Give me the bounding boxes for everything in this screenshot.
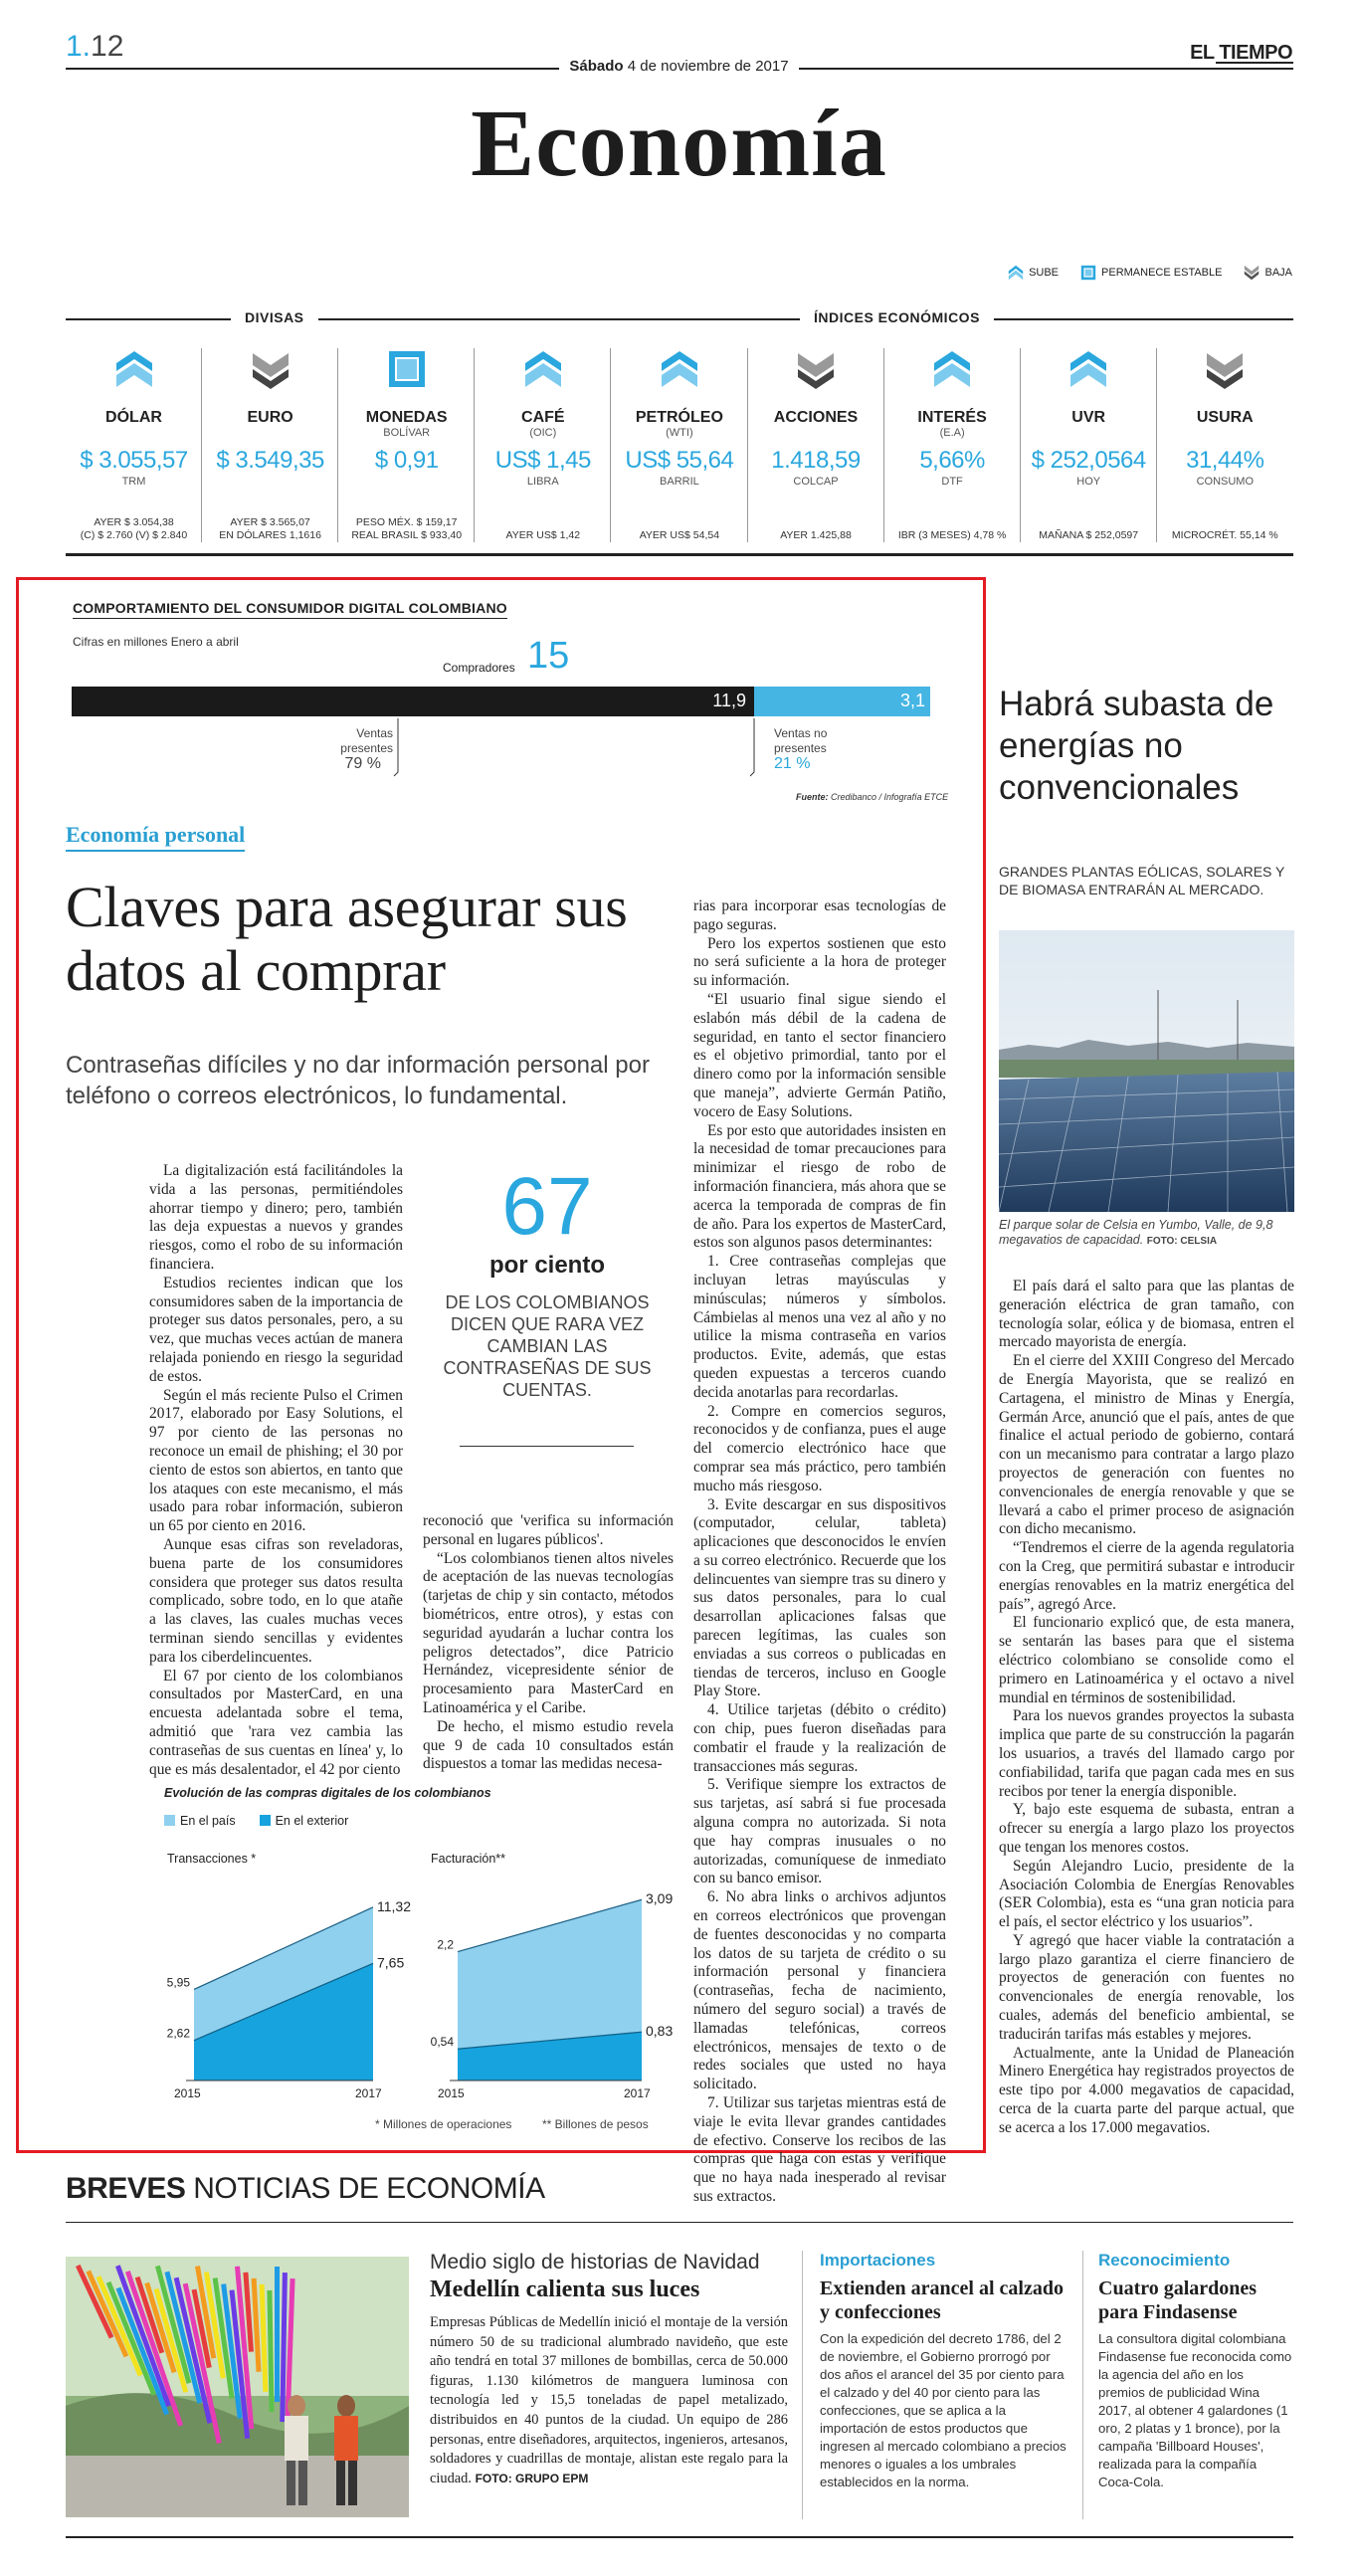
online-sales-value: 3,1 xyxy=(899,691,925,710)
indicator-7 xyxy=(1021,338,1157,542)
solar-park-photo xyxy=(999,930,1294,1212)
indicator-unit: HOY xyxy=(1076,476,1101,488)
indicator-separator xyxy=(1156,348,1157,542)
indicator-value: $ 0,91 xyxy=(374,447,439,474)
indicator-extra: IBR (3 MESES) 4,78 % xyxy=(897,529,1007,541)
data-label: 7,65 xyxy=(377,1954,405,1971)
chart-note-1: * Millones de operaciones xyxy=(375,2117,512,2131)
paragraph: reconoció que 'verifica su información personal en lugares públicos'. xyxy=(423,1512,674,1548)
chart-source: Fuente: Credibanco / Infografía ETCE xyxy=(796,792,949,802)
side-body xyxy=(999,1278,1294,2138)
brief-3 xyxy=(1098,2251,1293,2491)
indicator-extra: MICROCRÉT. 55,14 % xyxy=(1171,529,1278,541)
indicator-sub xyxy=(66,427,202,441)
issue-date: Sábado 4 de noviembre de 2017 xyxy=(0,58,1358,75)
paragraph: rias para incorporar esas tecnologías de pago seguras. xyxy=(693,897,946,933)
legend-stable: PERMANECE ESTABLE xyxy=(1080,265,1222,281)
paragraph: El funcionario explicó que, de esta manera, se sentarán las bases para que el sistema eléctrico colombiano se consolide como el primero en Latinoamérica y el octavo a nivel mundial en términos de sostenibilidad. xyxy=(999,1614,1294,1706)
indicator-separator xyxy=(610,348,611,542)
paragraph: Y agregó que hacer viable la contratación a largo plazo garantiza el cierre financiero de proyectos de generación con fuentes no convencionales de energía renovable, los cuales, además del beneficio ambiental, se traducirán tarifas más estables y mejores. xyxy=(999,1931,1294,2043)
present-sales-value: 11,9 xyxy=(712,691,746,710)
brief-3-kicker: Reconocimiento xyxy=(1098,2251,1231,2270)
x-tick-label: 2015 xyxy=(438,2086,465,2100)
x-tick-label: 2015 xyxy=(174,2086,201,2100)
brief-2-body: Con la expedición del decreto 1786, del 2 de noviembre, el Gobierno prorrogó por dos años el arancel del 35 por ciento para el calzado y del 40 por ciento para las confecciones, que se aplica a la importación de estos productos que ingresen al mercado colombiano a precios menores o iguales a los umbrales establecidos en la norma. xyxy=(820,2331,1067,2489)
indicator-value: US$ 1,45 xyxy=(494,447,591,474)
paragraph: De hecho, el mismo estudio revela que 9 de cada 10 consultados están dispuestos a tomar las medidas necesa- xyxy=(423,1717,674,1773)
trend-stable-icon xyxy=(387,348,427,390)
indicator-separator xyxy=(474,348,475,542)
brand-logo: EL TIEMPO xyxy=(1190,42,1292,64)
evolution-chart xyxy=(149,1847,686,2115)
brief-separator xyxy=(1082,2251,1083,2519)
indicator-value: 1.418,59 xyxy=(771,447,861,474)
article-kicker: Economía personal xyxy=(66,822,245,852)
brief-3-body: La consultora digital colombiana Findasense fue reconocida como la agencia del año en los premios de publicidad Wina 2017, al obtener 4 galardones (1 oro, 2 platas y 1 bronce), por la campaña 'Billboard Houses', realizada para la compañía Coca-Cola. xyxy=(1098,2331,1292,2489)
paragraph: “Los colombianos tienen altos niveles de aceptación de las nuevas tecnologías (tarjetas de chip y sin contacto, métodos biométricos, entre otros), y estas con seguridad ayudarán a luchar contra los peligros detectados”, dice Patricio Hernández, vicepresidente sénior de procesamiento para MasterCard en Latinoamérica y el Caribe. xyxy=(423,1549,674,1716)
ribbon xyxy=(275,2267,280,2402)
indicator-1 xyxy=(202,338,338,542)
article-column-2 xyxy=(423,1512,674,1774)
brief-1-body: Empresas Públicas de Medellín inició el montaje de la versión número 50 de su tradicional alumbrado navideño, que este año tendrá en total 37 millones de bombillas, cerca de 50.000 figuras, 1.130 kilómetros de manguera luminosa con tecnología led y 15,5 toneladas de papel metalizado, distribuidos en 40 puntos de la ciudad. Un equipo de 286 personas, entre diseñadores, arquitectos, ingenieros, artesanos, soldadores y cuadrillas de montaje, alistan este regalo para la ciudad. FOTO: GRUPO EPM xyxy=(430,2314,788,2486)
square-stable-icon xyxy=(1080,265,1096,281)
evolution-chart-legend xyxy=(164,1814,348,1828)
legend-exterior: En el exterior xyxy=(260,1814,349,1828)
indicator-unit: DTF xyxy=(941,476,963,488)
indicator-extra: AYER 1.425,88 xyxy=(780,529,852,541)
indicator-value: 31,44% xyxy=(1186,447,1264,474)
paragraph: Y, bajo este esquema de subasta, entran a ofrecer su energía a largo plazo los proyectos que tengan los menores costos. xyxy=(999,1801,1294,1856)
online-sales-percent: 21 % xyxy=(774,755,811,772)
indicator-separator xyxy=(747,348,748,542)
divisas-label: DIVISAS xyxy=(231,309,318,325)
indicator-name: MONEDAS xyxy=(365,409,448,426)
present-sales-bar xyxy=(72,687,754,716)
pull-quote-text: DE LOS COLOMBIANOS DICEN QUE RARA VEZ CAMBIAN LAS CONTRASEÑAS DE SUS CUENTAS. xyxy=(443,1292,652,1400)
evolution-chart-title: Evolución de las compras digitales de los colombianos xyxy=(164,1786,491,1800)
indicator-sub: (WTI) xyxy=(666,427,693,439)
indicator-value: $ 3.055,57 xyxy=(80,447,188,474)
pull-quote-rule xyxy=(460,1446,634,1447)
paragraph: 1. Cree contraseñas complejas que incluyan letras mayúsculas y minúsculas; números y símbolos. Cámbielas al menos una vez al año y no utilice la misma contraseña en varios productos. Evite, además, que estas queden expuestas a terceros cuando decida anotarlas para recordarlas. xyxy=(693,1253,946,1401)
data-label: 2,62 xyxy=(166,2026,190,2041)
present-sales-percent: 79 % xyxy=(344,755,381,772)
indicator-name: PETRÓLEO xyxy=(635,409,723,426)
indicator-sub xyxy=(202,427,338,441)
indicator-name: ACCIONES xyxy=(773,409,859,426)
trend-up-icon xyxy=(523,348,563,390)
paragraph: En el cierre del XXIII Congreso del Mercado de Energía Mayorista, que se realizó en Cartagena, el ministro de Minas y Energía, Germán Arce, anunció que el país, antes de que finalice el actual periodo de gobierno, contará con un mecanismo para contratar a largo plazo proyectos de generación con fuentes no convencionales de energía renovable y que se llevará a cabo el primer proceso de asignación con dicho mecanismo. xyxy=(999,1352,1294,1538)
indicator-unit: COLCAP xyxy=(793,476,839,488)
indicator-name: EURO xyxy=(247,409,293,426)
indicator-unit: BARRIL xyxy=(660,476,699,488)
indicator-extra: MAÑANA $ 252,0597 xyxy=(1039,529,1139,541)
trend-down-icon xyxy=(796,348,836,390)
paragraph: El país dará el salto para que las plantas de generación eléctrica de gran tamaño, con tecnología solar, eólica y de biomasa, entren el mercado mayorista de energía. xyxy=(999,1278,1294,1351)
trend-down-icon xyxy=(1205,348,1245,390)
trend-down-icon xyxy=(251,348,291,390)
bottom-rule xyxy=(66,2536,1293,2538)
indicator-sub: (OIC) xyxy=(529,427,557,439)
indicator-0 xyxy=(66,338,202,542)
paragraph: 7. Utilizar sus tarjetas mientras está de viaje le evita llevar grandes cantidades de efectivo. Conserve los recibos de las compras que haga con estas y verifique que no haya nada inesperado al revisar sus extractos. xyxy=(693,2094,946,2205)
page-number: 1.12 xyxy=(66,30,124,63)
paragraph: 4. Utilice tarjetas (débito o crédito) con chip, pues fueron diseñadas para combatir el fraude y la realización de transacciones más seguras. xyxy=(693,1701,946,1775)
indicator-sub xyxy=(748,427,884,441)
indicator-sub: (E.A) xyxy=(939,427,965,439)
indicator-name: DÓLAR xyxy=(105,409,162,426)
trend-legend xyxy=(1008,265,1292,281)
indicator-name: UVR xyxy=(1071,409,1106,426)
christmas-lights-photo xyxy=(66,2257,409,2517)
brief-3-headline: Cuatro galardones para Findasense xyxy=(1098,2278,1258,2323)
present-sales-label: Ventas presentes 79 % xyxy=(298,726,393,771)
paragraph: Aunque esas cifras son reveladoras, buena parte de los consumidores considera que proteger sus datos resulta complicado, sobre todo, en lo que atañe a las claves, las cuales muchas veces terminan siendo sencillas y evidentes para los ciberdelincuentes. xyxy=(149,1535,403,1666)
indicators-bottom-rule xyxy=(66,553,1293,556)
paragraph: Pero los expertos sostienen que esto no será suficiente a la hora de proteger su información. xyxy=(693,934,946,990)
trend-up-icon xyxy=(660,348,699,390)
pull-quote-unit: por ciento xyxy=(488,1252,605,1279)
legend-up: SUBE xyxy=(1008,265,1059,281)
panel-label: Facturación** xyxy=(431,1852,506,1866)
pull-quote-number: 67 xyxy=(501,1161,593,1252)
data-label: 2,2 xyxy=(437,1937,454,1952)
buyers-label: Compradores xyxy=(443,661,515,675)
side-headline: Habrá subasta de energías no convencionales xyxy=(999,685,1274,807)
arrow-down-icon xyxy=(1244,265,1260,281)
breves-title: BREVES NOTICIAS DE ECONOMÍA xyxy=(66,2172,545,2205)
paragraph: “Tendremos el cierre de la agenda regulatoria con la Creg, que permitirá subastar e introducir energías renovables en la matriz energética del país”, agregó Arce. xyxy=(999,1539,1294,1613)
side-deck: GRANDES PLANTAS EÓLICAS, SOLARES Y DE BIOMASA ENTRARÁN AL MERCADO. xyxy=(999,864,1285,897)
paragraph: Según el más reciente Pulso el Crimen 2017, elaborado por Easy Solutions, el 97 por ciento de las personas no reconoce un email de phishing; el 30 por ciento de estos son abiertos, en tanto que los ataques con este mecanismo, el más usado para robar información, subieron un 65 por ciento en 2016. xyxy=(149,1386,403,1535)
indicator-separator xyxy=(337,348,338,542)
paragraph: Según Alejandro Lucio, presidente de la Asociación Colombia de Energías Renovables (SER Colombia), esta es “una gran noticia para el país, el sector eléctrico y los usuarios”. xyxy=(999,1857,1294,1931)
indicator-extra: PESO MÉX. $ 159,17 REAL BRASIL $ 933,40 xyxy=(351,516,463,541)
indicator-extra: AYER $ 3.054,38 (C) $ 2.760 (V) $ 2.840 xyxy=(80,516,188,541)
indicator-8 xyxy=(1157,338,1293,542)
indicator-4 xyxy=(611,338,747,542)
paragraph: La digitalización está facilitándoles la vida a las personas, permitiéndoles ahorrar tiempo y dinero; pero, también las deja expuestas a nuevos y grandes riesgos, como el robo de su información financiera. xyxy=(149,1162,403,1273)
brief-separator xyxy=(802,2251,803,2519)
brief-1-headline: Medellín calienta sus luces xyxy=(430,2277,700,2302)
x-tick-label: 2017 xyxy=(355,2086,382,2100)
consumer-chart-subtitle: Cifras en millones Enero a abril xyxy=(73,635,239,649)
x-tick-label: 2017 xyxy=(624,2086,651,2100)
paragraph: El 67 por ciento de los colombianos consultados por MasterCard, en una encuesta adelantada sobre el tema, admitió que 'rara vez cambia las contraseñas de sus cuentas en línea' y, lo que es más desalentador, el 42 por ciento xyxy=(149,1667,403,1778)
indicator-extra: AYER US$ 54,54 xyxy=(639,529,720,541)
indicator-sub xyxy=(1021,427,1157,441)
indicator-extra: AYER $ 3.565,07 EN DÓLARES 1,1616 xyxy=(219,516,321,541)
indicator-separator xyxy=(1020,348,1021,542)
article-deck: Contraseñas difíciles y no dar información personal por teléfono o correos electrónicos, lo fundamental. xyxy=(66,1052,650,1109)
paragraph: 6. No abra links o archivos adjuntos en correos electrónicos que provengan de fuentes desconocidas y no comparta los datos de su tarjeta de crédito o su información personal y financiera (contraseñas, fecha de nacimiento, número del seguro social) a través de llamadas telefónicas, correos electrónicos, mensajes de texto o de redes sociales que usted no haya solicitado. xyxy=(693,1888,946,2093)
data-label: 11,32 xyxy=(377,1897,411,1914)
indicator-5 xyxy=(748,338,884,542)
indicator-value: 5,66% xyxy=(919,447,985,474)
trend-up-icon xyxy=(1068,348,1108,390)
panel-label: Transacciones * xyxy=(167,1852,257,1866)
indicator-value: US$ 55,64 xyxy=(625,447,734,474)
paragraph: Es por esto que autoridades insisten en la necesidad de tomar precauciones para minimizar el riesgo de robo de información financiera, más ahora que se acerca la temporada de compras de fin de año. Para los expertos de MasterCard, estos son algunos pasos determinantes: xyxy=(693,1121,946,1252)
indicator-2 xyxy=(338,338,475,542)
brief-1-kicker: Medio siglo de historias de Navidad xyxy=(430,2251,760,2274)
legend-pais: En el país xyxy=(164,1814,236,1828)
data-label: 5,95 xyxy=(166,1975,190,1990)
breves-rule xyxy=(66,2222,1293,2223)
indicator-unit: CONSUMO xyxy=(1196,476,1255,488)
trend-up-icon xyxy=(114,348,154,390)
indicator-separator xyxy=(883,348,884,542)
paragraph: Actualmente, ante la Unidad de Planeación Minero Energética hay registrados proyectos de este tipo por 4.000 megavatios de capacidad, cerca de la cuarta parte del parque actual, que se acerca a los 17.000 megavatios. xyxy=(999,2044,1294,2136)
trend-up-icon xyxy=(932,348,972,390)
data-label: 0,83 xyxy=(646,2023,674,2040)
paragraph: Estudios recientes indican que los consumidores saben de la importancia de proteger sus datos personales, pero, a su vez, que muchas veces actúan de manera relajada poniendo en riesgo la seguridad de estos. xyxy=(149,1274,403,1385)
indicator-extra: AYER US$ 1,42 xyxy=(505,529,581,541)
arrow-up-icon xyxy=(1008,265,1024,281)
section-title: Economía xyxy=(471,90,887,196)
indicator-name: CAFÉ xyxy=(521,409,565,426)
consumer-chart-title: COMPORTAMIENTO DEL CONSUMIDOR DIGITAL COLOMBIANO xyxy=(73,600,507,619)
indicator-unit: LIBRA xyxy=(526,476,559,488)
legend-down: BAJA xyxy=(1244,265,1292,281)
indicator-name: INTERÉS xyxy=(917,409,987,426)
indicator-value: $ 3.549,35 xyxy=(216,447,324,474)
paragraph: 5. Verifique siempre los extractos de sus tarjetas, así sabrá si fue procesada alguna compra no autorizada. Si nota que hay compras inusuales o no autorizadas, comuníquese de inmediato con su banco emisor. xyxy=(693,1776,946,1887)
paragraph: “El usuario final sigue siendo el eslabón más débil de la cadena de seguridad, en tanto el sector financiero es el objetivo primordial, tanto por el dinero como por la información sensible que maneja”, advierte Germán Patiño, vocero de Easy Solutions. xyxy=(693,990,946,1120)
indicator-separator xyxy=(201,348,202,542)
article-column-3 xyxy=(693,897,946,2207)
indicator-unit: TRM xyxy=(121,476,146,488)
article-column-1 xyxy=(149,1162,403,1779)
indicator-name: USURA xyxy=(1196,409,1254,426)
brief-2-headline: Extienden arancel al calzado y confecciones xyxy=(820,2278,1064,2323)
indicator-3 xyxy=(475,338,611,542)
brief-2-kicker: Importaciones xyxy=(820,2251,936,2270)
indices-label: ÍNDICES ECONÓMICOS xyxy=(800,309,994,325)
indicator-sub: BOLÍVAR xyxy=(383,427,431,439)
paragraph: Para los nuevos grandes proyectos la subasta implica que parte de su construcción la pagarán los usuarios, a través del llamado cargo por confiabilidad, tarifa que pagan cada mes en sus recibos por tener la energía disponible. xyxy=(999,1707,1294,1800)
online-sales-label: Ventas no presentes 21 % xyxy=(738,726,833,771)
paragraph: 2. Compre en comercios seguros, reconocidos y de confianza, pues el auge del comercio electrónico hace que comprar sea más práctico, pero también mucho más riesgoso. xyxy=(693,1402,946,1494)
indicator-value: $ 252,0564 xyxy=(1031,447,1146,474)
photo-caption: El parque solar de Celsia en Yumbo, Valle, de 9,8 megavatios de capacidad. FOTO: CELSIA xyxy=(999,1218,1273,1247)
indicator-sub xyxy=(1157,427,1293,441)
indicator-6 xyxy=(884,338,1021,542)
brief-2 xyxy=(820,2251,1068,2491)
chart-note-2: ** Billones de pesos xyxy=(542,2117,649,2131)
buyers-value: 15 xyxy=(527,635,570,677)
data-label: 0,54 xyxy=(430,2035,454,2050)
data-label: 3,09 xyxy=(646,1890,674,1907)
paragraph: 3. Evite descargar en sus dispositivos (computador, celular, tableta) aplicaciones que desconocidos le envíen a su correo electrónico. Recuerde que los delincuentes van siempre tras su dinero y sus datos personales, para lo cual desarrollan aplicaciones falsas que parecen legítimas, las cuales son enviadas a sus correos o publicadas en tiendas de terceros, incluso en Google Play Store. xyxy=(693,1495,946,1700)
article-headline: Claves para asegurar sus datos al comprar xyxy=(66,875,628,1003)
